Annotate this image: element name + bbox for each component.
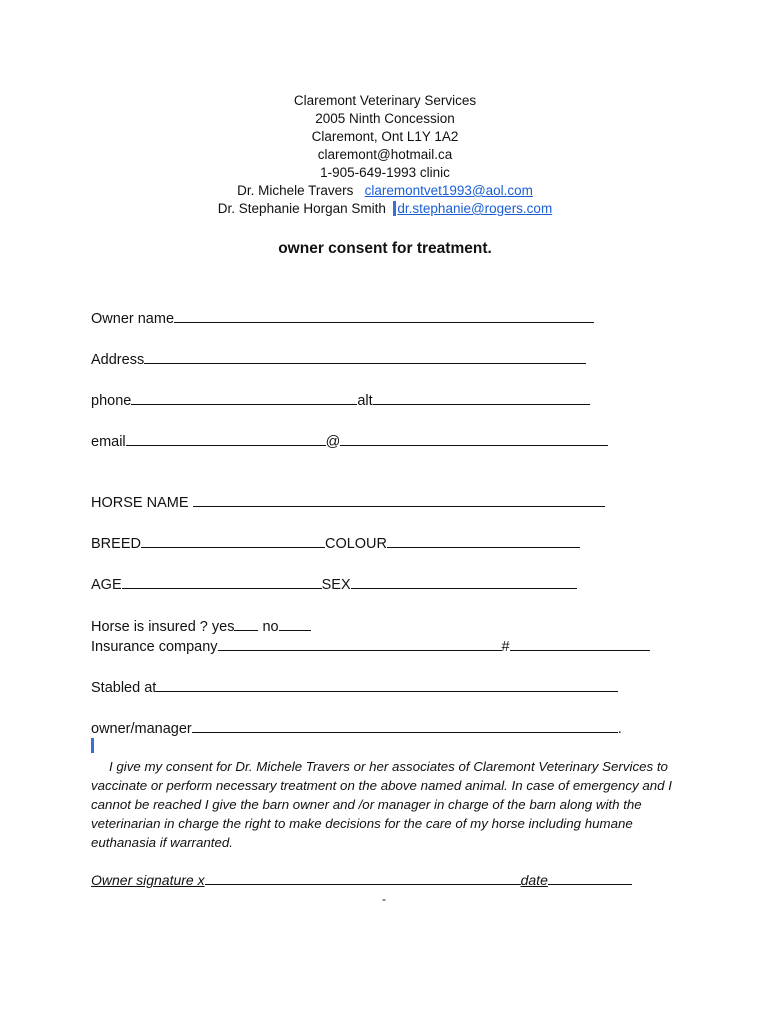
age-row [91,574,577,594]
email-domain-field[interactable] [340,431,608,446]
email-user-field[interactable] [126,431,326,446]
footer-dash: - [382,892,386,906]
manager-field[interactable] [192,718,618,733]
age-label: AGE [91,577,122,593]
policy-number-label: # [501,639,510,655]
doctor2-email-link[interactable]: dr.stephanie@rogers.com [397,201,553,216]
clinic-header [0,92,770,218]
insurance-company-label: Insurance company [91,639,218,655]
manager-label: owner/manager [91,721,192,737]
email-at-label: @ [325,434,341,450]
alt-phone-field[interactable] [373,390,590,405]
consent-text: I give my consent for Dr. Michele Travers or her associates of Claremont Veterinary Services to vaccinate or perform necessary treatment on the above named animal. In case of emergency and I cannot be reached I give the barn owner and /or manager in charge of the barn along with the veterinarian in charge the right to make decisions for the care of my horse including humane euthanasia if warranted. [91,759,672,850]
doctor1-line [0,182,770,200]
alt-phone-label: alt [357,393,373,409]
stabled-row [91,677,618,697]
doctor2-name: Dr. Stephanie Horgan Smith [217,201,386,216]
colour-field[interactable] [387,533,580,548]
breed-field[interactable] [141,533,325,548]
insured-row [91,616,311,636]
text-cursor-marker [393,201,396,216]
date-field[interactable] [548,870,632,885]
address-label: Address [91,352,145,368]
clinic-street: 2005 Ninth Concession [315,111,455,126]
signature-row [91,870,632,888]
insured-label: Horse is insured ? yes [91,619,235,635]
insurance-row [91,636,650,656]
insured-no-field[interactable] [279,616,311,631]
doctor1-name: Dr. Michele Travers [237,183,354,198]
doctor1-email-link[interactable]: claremontvet1993@aol.com [364,183,533,198]
sex-label: SEX [321,577,351,593]
colour-label: COLOUR [324,536,388,552]
signature-field[interactable] [205,870,521,885]
sex-field[interactable] [351,574,577,589]
insurance-company-field[interactable] [218,636,502,651]
horse-name-row [91,492,605,512]
horse-name-field[interactable] [193,492,605,507]
owner-name-field[interactable] [174,308,594,323]
address-field[interactable] [144,349,586,364]
clinic-email: claremont@hotmail.ca [317,147,453,162]
clinic-city: Claremont, Ont L1Y 1A2 [311,129,459,144]
breed-row [91,533,580,553]
email-label: email [91,434,126,450]
signature-label: Owner signature x [91,872,205,888]
stabled-field[interactable] [156,677,618,692]
policy-number-field[interactable] [510,636,650,651]
date-label: date [520,872,548,888]
phone-label: phone [91,393,132,409]
insured-no-label: no [262,619,279,635]
owner-name-row [91,308,594,328]
phone-field[interactable] [131,390,357,405]
clinic-name: Claremont Veterinary Services [293,93,477,108]
owner-name-label: Owner name [91,311,175,327]
consent-paragraph [91,757,681,852]
text-cursor-marker-2 [91,738,94,753]
clinic-phone: 1-905-649-1993 clinic [320,165,450,180]
age-field[interactable] [122,574,322,589]
stabled-label: Stabled at [91,680,157,696]
manager-end: . [617,721,622,737]
phone-row [91,390,590,410]
address-row [91,349,586,369]
manager-row [91,718,622,738]
breed-label: BREED [91,536,141,552]
horse-name-label: HORSE NAME [91,495,189,511]
doctor2-line [0,200,770,218]
email-row [91,431,608,451]
insured-yes-field[interactable] [234,616,258,631]
form-title: owner consent for treatment. [278,240,492,257]
